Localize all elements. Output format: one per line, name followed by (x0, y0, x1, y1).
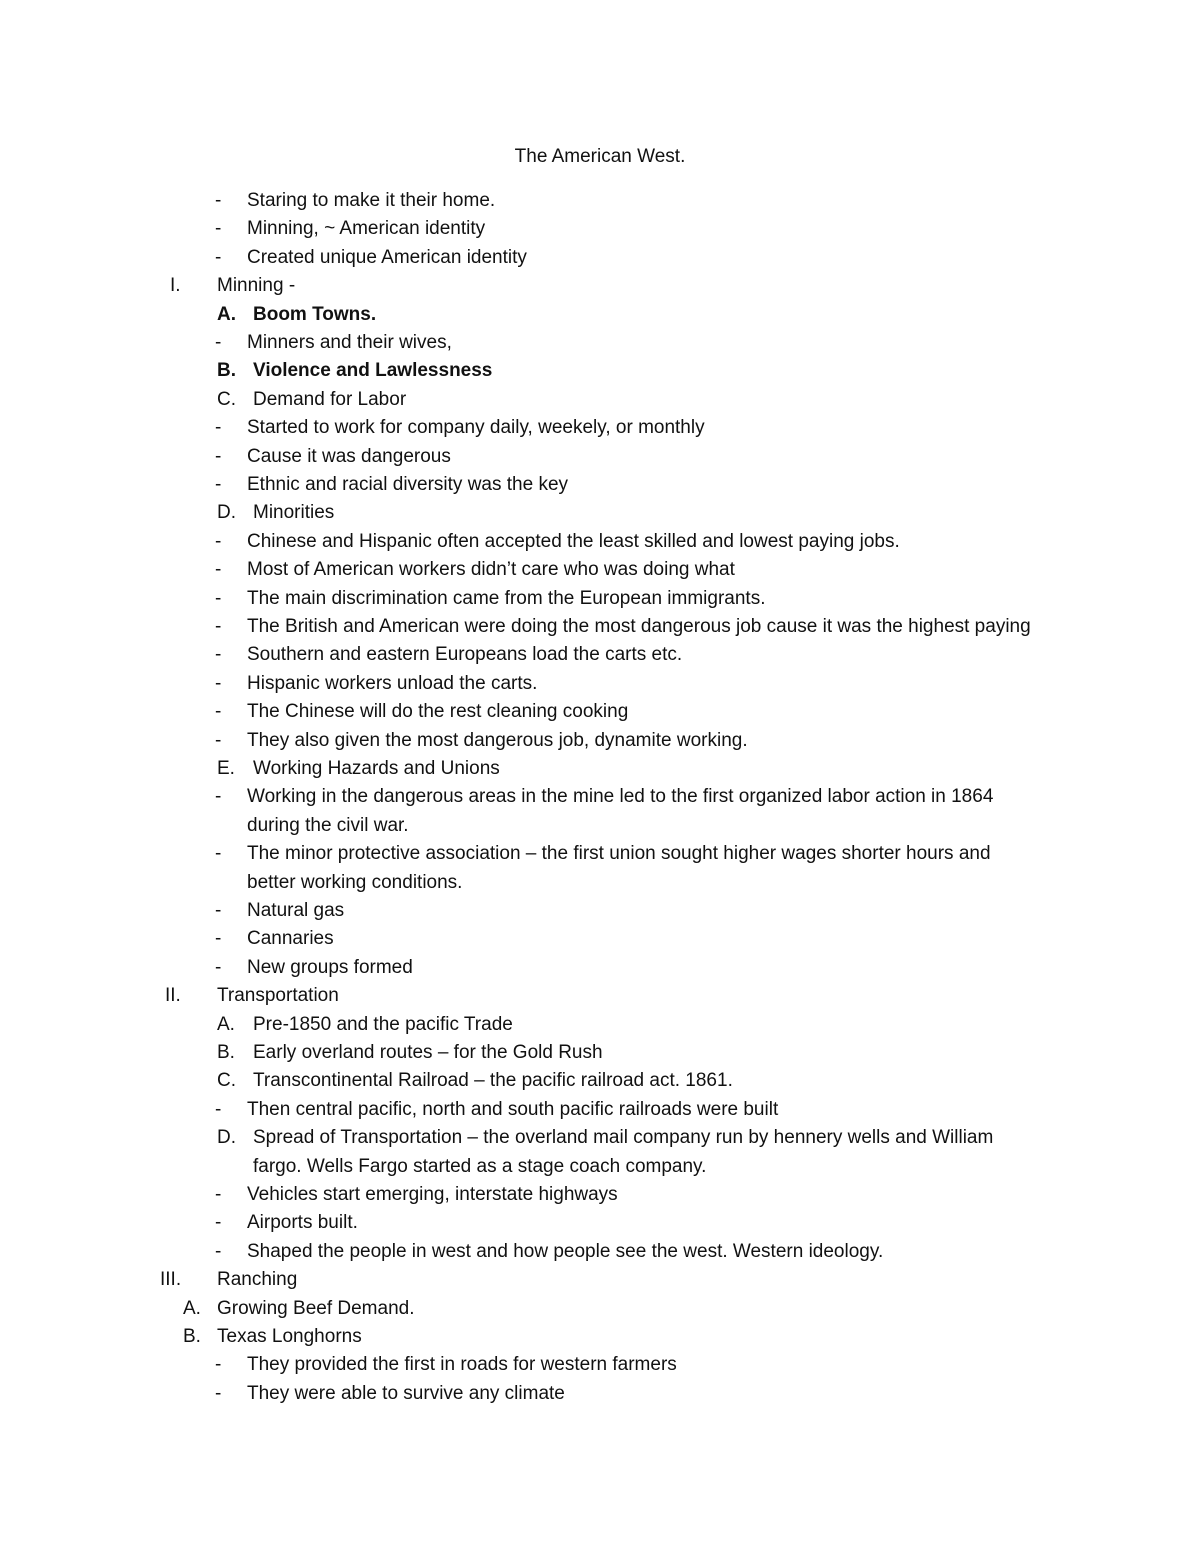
outline-marker: - (215, 474, 222, 495)
outline-marker: - (215, 1241, 222, 1262)
outline-text: Texas Longhorns (217, 1326, 362, 1347)
outline-marker: - (215, 644, 222, 665)
outline-text: They also given the most dangerous job, dynamite working. (247, 730, 748, 751)
outline-marker: - (215, 957, 222, 978)
outline-text: Hispanic workers unload the carts. (247, 673, 538, 694)
outline-marker: C. (217, 389, 236, 410)
outline-text: Created unique American identity (247, 247, 527, 268)
outline-marker: - (215, 673, 222, 694)
outline-marker: - (215, 730, 222, 751)
outline-text: during the civil war. (247, 815, 409, 836)
outline-marker: A. (217, 304, 236, 325)
outline-text: Working Hazards and Unions (253, 758, 500, 779)
outline-marker: - (215, 559, 222, 580)
outline-text: Spread of Transportation – the overland mail company run by hennery wells and William (253, 1127, 994, 1148)
outline-text: Cause it was dangerous (247, 446, 451, 467)
outline-text: Transportation (217, 985, 339, 1006)
outline-marker: - (215, 417, 222, 438)
outline-text: Ethnic and racial diversity was the key (247, 474, 569, 495)
outline-text: Working in the dangerous areas in the mine led to the first organized labor action in 1864 (247, 786, 994, 807)
outline-text: Pre-1850 and the pacific Trade (253, 1014, 513, 1035)
outline-marker: - (215, 786, 222, 807)
outline-text: Transcontinental Railroad – the pacific railroad act. 1861. (253, 1070, 733, 1091)
outline-text: Cannaries (247, 928, 334, 949)
outline-marker: - (215, 1383, 222, 1404)
outline-text: Most of American workers didn’t care who was doing what (247, 559, 735, 580)
outline-marker: - (215, 332, 222, 353)
outline-text: Natural gas (247, 900, 345, 921)
outline-marker: D. (217, 502, 236, 523)
outline-marker: A. (217, 1014, 235, 1035)
outline-marker: C. (217, 1070, 236, 1091)
outline-text: Vehicles start emerging, interstate highways (247, 1184, 618, 1205)
outline-text: Then central pacific, north and south pacific railroads were built (247, 1099, 779, 1120)
outline-marker: - (215, 218, 222, 239)
outline-text: Violence and Lawlessness (253, 360, 493, 381)
outline-marker: B. (183, 1326, 201, 1347)
document-title: The American West. (514, 146, 686, 167)
outline-text: They were able to survive any climate (247, 1383, 565, 1404)
outline-text: New groups formed (247, 957, 413, 978)
outline-marker: - (215, 446, 222, 467)
outline-text: Demand for Labor (253, 389, 407, 410)
outline-text: Ranching (217, 1269, 298, 1290)
outline-marker: - (215, 1099, 222, 1120)
outline-marker: - (215, 190, 222, 211)
outline-text: Growing Beef Demand. (217, 1298, 415, 1319)
outline-text: Shaped the people in west and how people see the west. Western ideology. (247, 1241, 884, 1262)
outline-marker: - (215, 928, 222, 949)
outline-text: fargo. Wells Fargo started as a stage coach company. (253, 1156, 707, 1177)
outline-text: Early overland routes – for the Gold Rush (253, 1042, 603, 1063)
outline-marker: - (215, 616, 222, 637)
outline-marker: III. (160, 1269, 182, 1290)
outline-marker: B. (217, 360, 236, 381)
outline-text: Minning, ~ American identity (247, 218, 486, 239)
outline-marker: E. (217, 758, 235, 779)
outline-text: Southern and eastern Europeans load the carts etc. (247, 644, 683, 665)
outline-marker: D. (217, 1127, 236, 1148)
outline-text: The British and American were doing the most dangerous job cause it was the highest paying (247, 616, 1031, 637)
outline-text: The Chinese will do the rest cleaning cooking (247, 701, 629, 722)
outline-marker: - (215, 1184, 222, 1205)
outline-text: better working conditions. (247, 872, 463, 893)
outline-text: Minorities (253, 502, 335, 523)
outline-text: The main discrimination came from the European immigrants. (247, 588, 766, 609)
outline-text: Boom Towns. (253, 304, 377, 325)
outline-marker: - (215, 701, 222, 722)
outline-marker: - (215, 843, 222, 864)
outline-text: They provided the first in roads for western farmers (247, 1354, 677, 1375)
outline-text: Minners and their wives, (247, 332, 452, 353)
outline-marker: II. (165, 985, 181, 1006)
outline-text: Staring to make it their home. (247, 190, 496, 211)
outline-marker: - (215, 531, 222, 552)
outline-marker: - (215, 900, 222, 921)
outline-marker: A. (183, 1298, 201, 1319)
outline-marker: - (215, 1212, 222, 1233)
outline-marker: B. (217, 1042, 235, 1063)
outline-text: Chinese and Hispanic often accepted the least skilled and lowest paying jobs. (247, 531, 900, 552)
outline-text: Started to work for company daily, weekely, or monthly (247, 417, 705, 438)
outline-marker: I. (170, 275, 181, 296)
outline-text: Airports built. (247, 1212, 358, 1233)
outline-text: Minning - (217, 275, 296, 296)
outline-marker: - (215, 247, 222, 268)
outline-text: The minor protective association – the first union sought higher wages shorter hours and (247, 843, 991, 864)
outline-marker: - (215, 588, 222, 609)
outline-marker: - (215, 1354, 222, 1375)
